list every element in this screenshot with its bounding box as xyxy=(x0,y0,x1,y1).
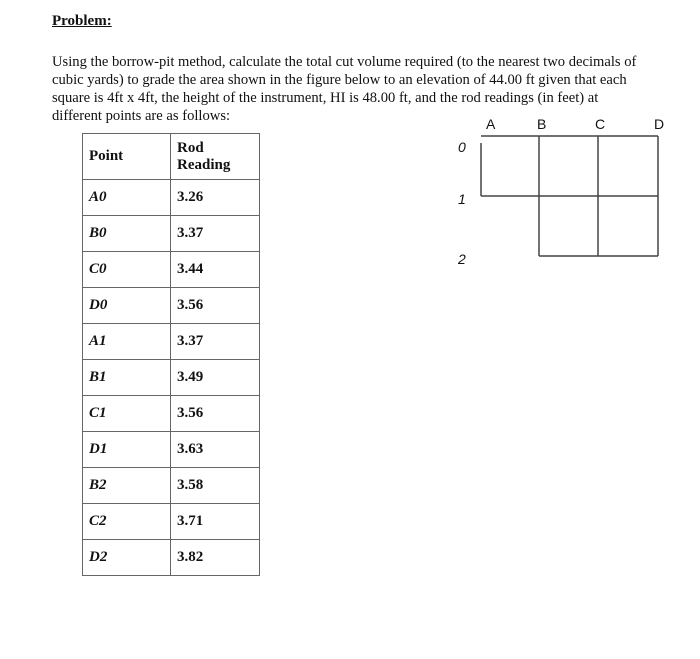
reading-cell: 3.44 xyxy=(171,252,260,288)
point-cell: B2 xyxy=(83,468,171,504)
table-row xyxy=(83,216,260,252)
table-row xyxy=(83,324,260,360)
table-row xyxy=(83,360,260,396)
point-cell: B1 xyxy=(83,360,171,396)
reading-cell: 3.58 xyxy=(171,468,260,504)
reading-cell: 3.56 xyxy=(171,288,260,324)
point-cell: C0 xyxy=(83,252,171,288)
point-cell: B0 xyxy=(83,216,171,252)
table-header-row xyxy=(83,134,260,180)
problem-statement: Using the borrow-pit method, calculate the total cut volume required (to the nearest two decimals of cubic yards) to grade the area shown in the figure below to an elevation of 44.00 ft given that each square is 4ft x 4ft, the height of the instrument, HI is 48.00 ft, and the rod readings (in feet) at different points are as follows: xyxy=(52,54,637,124)
point-cell: D2 xyxy=(83,540,171,576)
table-row xyxy=(83,252,260,288)
reading-cell: 3.63 xyxy=(171,432,260,468)
reading-cell: 3.56 xyxy=(171,396,260,432)
point-cell: D0 xyxy=(83,288,171,324)
header-point: Point xyxy=(83,134,171,180)
point-cell: A0 xyxy=(83,180,171,216)
table-row xyxy=(83,432,260,468)
column-label-c: C xyxy=(595,116,606,132)
table-row xyxy=(83,180,260,216)
grid-figure xyxy=(448,110,678,270)
reading-cell: 3.49 xyxy=(171,360,260,396)
table-row xyxy=(83,540,260,576)
reading-cell: 3.71 xyxy=(171,504,260,540)
column-label-b: B xyxy=(537,116,547,132)
table-row xyxy=(83,396,260,432)
row-label-2: 2 xyxy=(458,251,466,267)
point-cell: A1 xyxy=(83,324,171,360)
reading-cell: 3.37 xyxy=(171,216,260,252)
row-label-1: 1 xyxy=(458,191,466,207)
rod-reading-table xyxy=(82,133,260,576)
table-row xyxy=(83,288,260,324)
reading-cell: 3.26 xyxy=(171,180,260,216)
column-label-d: D xyxy=(654,116,665,132)
point-cell: C2 xyxy=(83,504,171,540)
reading-cell: 3.37 xyxy=(171,324,260,360)
reading-cell: 3.82 xyxy=(171,540,260,576)
table-row xyxy=(83,504,260,540)
grid-lines xyxy=(481,136,658,256)
point-cell: D1 xyxy=(83,432,171,468)
table-row xyxy=(83,468,260,504)
column-label-a: A xyxy=(486,116,496,132)
row-label-0: 0 xyxy=(458,139,466,155)
header-rod-reading: Rod Reading xyxy=(171,134,260,180)
problem-heading: Problem: xyxy=(52,13,112,29)
point-cell: C1 xyxy=(83,396,171,432)
